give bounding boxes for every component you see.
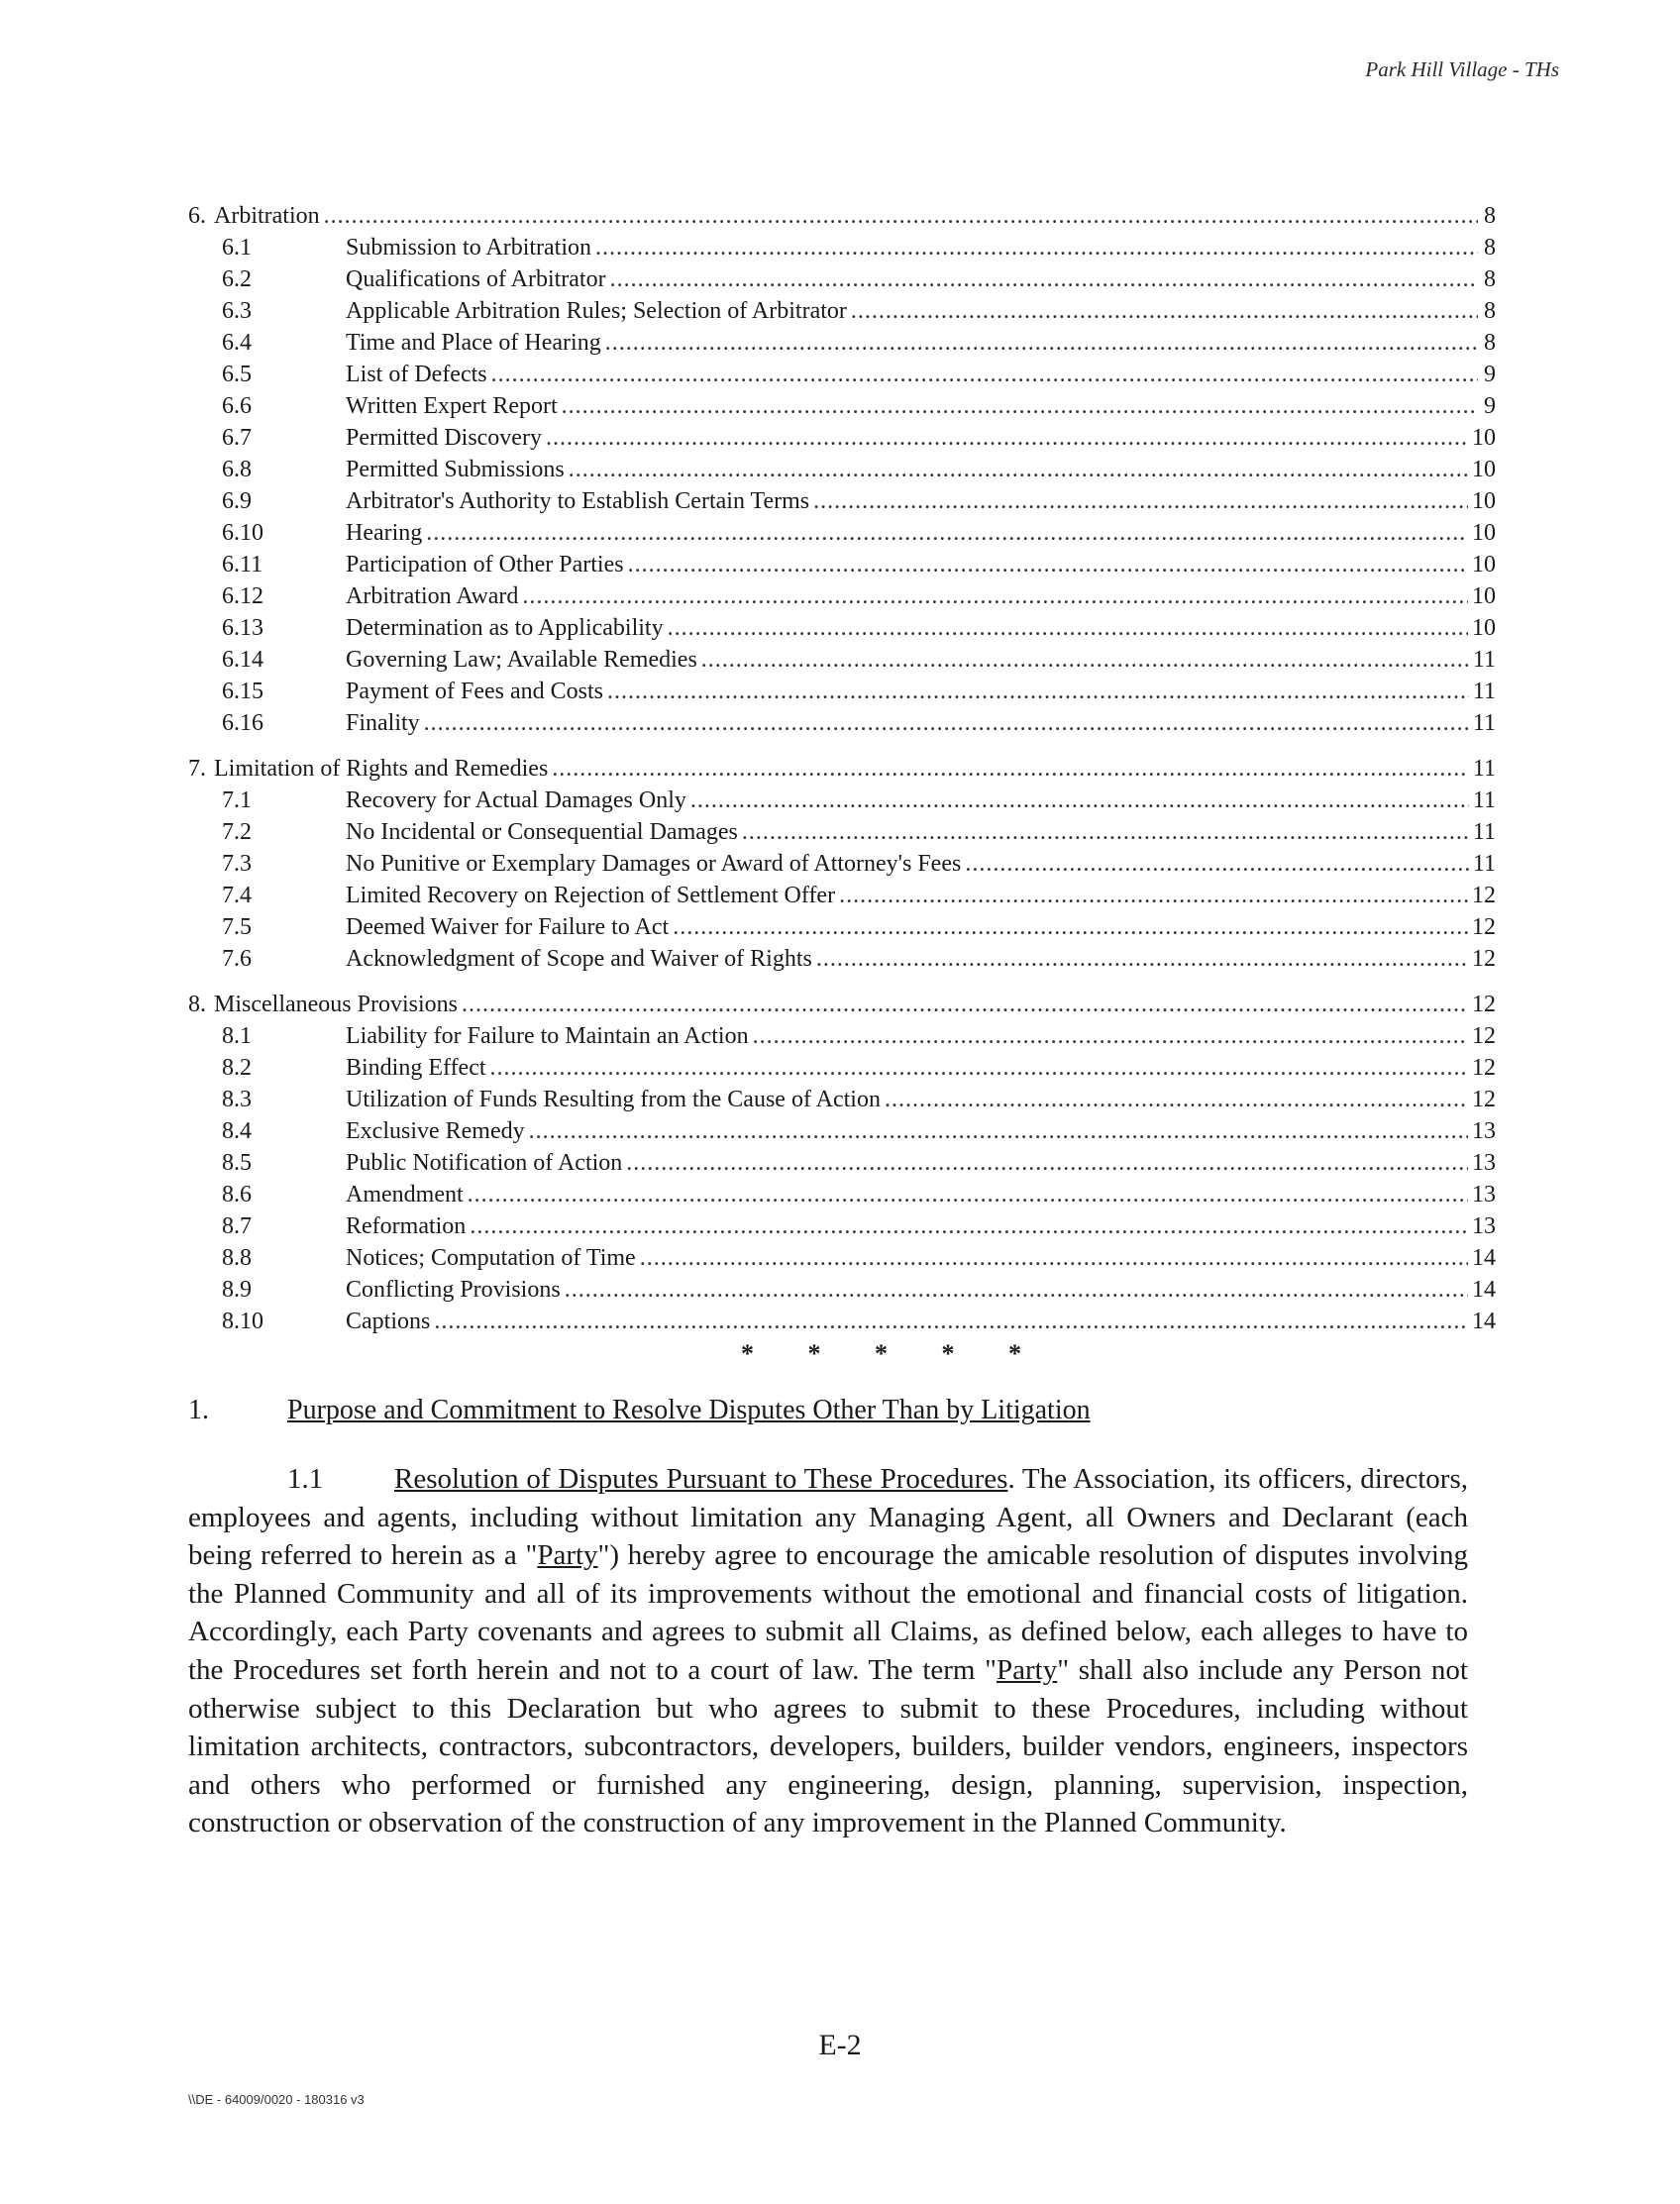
toc-entry-number: 7.1 (222, 787, 252, 813)
toc-entry-title: Public Notification of Action (346, 1150, 623, 1176)
toc-entry-page: 10 (1472, 520, 1496, 546)
toc-leader-dots (470, 1210, 1468, 1242)
toc-entry-title: Permitted Discovery (346, 425, 542, 451)
toc-leader-dots (546, 422, 1468, 454)
toc-entry-title: Utilization of Funds Resulting from the Cause of Action (346, 1087, 881, 1112)
toc-entry-number: 8.2 (222, 1055, 252, 1081)
toc-entry-title: Arbitrator's Authority to Establish Certain Terms (346, 488, 810, 514)
toc-entry-title: Hearing (346, 520, 423, 546)
toc-entry-page: 11 (1472, 851, 1496, 877)
toc-entry-page: 8 (1484, 235, 1496, 261)
toc-subsection-entry (188, 816, 1496, 848)
toc-entry-title: Recovery for Actual Damages Only (346, 787, 686, 813)
toc-entry-page: 11 (1472, 647, 1496, 673)
toc-leader-dots (434, 1306, 1468, 1337)
toc-leader-dots (690, 785, 1469, 816)
toc-entry-title: Arbitration Award (346, 583, 519, 609)
toc-entry-page: 12 (1472, 883, 1496, 908)
toc-entry-title: Payment of Fees and Costs (346, 679, 603, 704)
paragraph-text: ") hereby agree to encourage the amicable resolution of disputes involving the Planned Community and all of its improvements without the emotional and financial costs of litigation. Accordingly, each Party covenants and agrees to submit all Claims, as defined below, each alleges to have to the Procedures set forth herein and not to a court of law. The term " (188, 1539, 1468, 1686)
toc-entry-title: Deemed Waiver for Failure to Act (346, 914, 670, 940)
toc-subsection-entry (188, 943, 1496, 975)
page-number: E-2 (818, 2029, 862, 2061)
toc-entry-number: 6.2 (222, 266, 252, 292)
toc-entry-title: Conflicting Provisions (346, 1277, 561, 1303)
toc-entry-title: Arbitration (214, 203, 320, 229)
toc-entry-number: 8.1 (222, 1023, 252, 1049)
toc-leader-dots (753, 1020, 1468, 1052)
toc-leader-dots (839, 880, 1468, 911)
toc-entry-page: 10 (1472, 583, 1496, 609)
toc-entry-title: Notices; Computation of Time (346, 1245, 636, 1271)
toc-group (188, 753, 1496, 975)
toc-entry-title: Applicable Arbitration Rules; Selection of Arbitrator (346, 298, 847, 324)
toc-leader-dots (668, 612, 1468, 644)
toc-leader-dots (626, 1147, 1468, 1179)
toc-subsection-entry (188, 580, 1496, 612)
toc-entry-number: 8.4 (222, 1118, 252, 1144)
toc-entry-number: 8. (188, 992, 206, 1017)
toc-subsection-entry (188, 517, 1496, 549)
toc-leader-dots (462, 989, 1468, 1020)
toc-entry-page: 13 (1472, 1213, 1496, 1239)
toc-subsection-entry (188, 1242, 1496, 1274)
toc-leader-dots (424, 707, 1469, 739)
toc-leader-dots (628, 549, 1468, 580)
toc-subsection-entry (188, 1020, 1496, 1052)
toc-entry-number: 7.5 (222, 914, 252, 940)
toc-entry-number: 6.16 (222, 710, 263, 736)
toc-entry-title: Captions (346, 1309, 431, 1334)
table-of-contents (188, 200, 1496, 1351)
toc-leader-dots (426, 517, 1468, 549)
toc-entry-number: 6.5 (222, 362, 252, 387)
toc-entry-title: Submission to Arbitration (346, 235, 592, 261)
toc-entry-page: 10 (1472, 457, 1496, 482)
toc-leader-dots (605, 327, 1478, 359)
toc-entry-page: 12 (1472, 992, 1496, 1017)
toc-leader-dots (490, 1052, 1468, 1084)
toc-leader-dots (851, 295, 1478, 327)
toc-entry-number: 6.3 (222, 298, 252, 324)
toc-subsection-entry (188, 263, 1496, 295)
toc-entry-title: No Incidental or Consequential Damages (346, 819, 738, 845)
toc-leader-dots (529, 1115, 1468, 1147)
toc-entry-page: 11 (1472, 819, 1496, 845)
toc-subsection-entry (188, 1052, 1496, 1084)
toc-entry-number: 7. (188, 756, 206, 782)
toc-entry-title: Exclusive Remedy (346, 1118, 525, 1144)
toc-entry-title: Liability for Failure to Maintain an Action (346, 1023, 749, 1049)
toc-leader-dots (813, 485, 1468, 517)
toc-entry-number: 6.14 (222, 647, 263, 673)
toc-entry-page: 9 (1484, 393, 1496, 419)
paragraph-heading: Resolution of Disputes Pursuant to These Procedures (394, 1463, 1008, 1495)
section-title: Purpose and Commitment to Resolve Disputes Other Than by Litigation (287, 1395, 1091, 1425)
toc-subsection-entry (188, 1147, 1496, 1179)
toc-entry-title: Time and Place of Hearing (346, 330, 601, 356)
toc-entry-number: 7.6 (222, 946, 252, 972)
toc-entry-number: 6.1 (222, 235, 252, 261)
paragraph-number: 1.1 (287, 1463, 324, 1495)
toc-leader-dots (562, 390, 1478, 422)
toc-entry-number: 6.12 (222, 583, 263, 609)
toc-subsection-entry (188, 1210, 1496, 1242)
toc-entry-number: 8.8 (222, 1245, 252, 1271)
toc-entry-number: 6.9 (222, 488, 252, 514)
toc-subsection-entry (188, 327, 1496, 359)
toc-entry-number: 6.8 (222, 457, 252, 482)
toc-subsection-entry (188, 422, 1496, 454)
toc-entry-number: 8.7 (222, 1213, 252, 1239)
toc-subsection-entry (188, 295, 1496, 327)
toc-entry-page: 10 (1472, 425, 1496, 451)
toc-entry-page: 12 (1472, 914, 1496, 940)
toc-entry-title: Binding Effect (346, 1055, 486, 1081)
toc-entry-page: 11 (1472, 679, 1496, 704)
toc-entry-page: 9 (1484, 362, 1496, 387)
toc-entry-number: 6.11 (222, 552, 263, 577)
toc-entry-number: 8.3 (222, 1087, 252, 1112)
toc-subsection-entry (188, 390, 1496, 422)
toc-entry-page: 13 (1472, 1118, 1496, 1144)
toc-subsection-entry (188, 232, 1496, 263)
toc-subsection-entry (188, 707, 1496, 739)
toc-entry-page: 12 (1472, 1087, 1496, 1112)
toc-entry-page: 14 (1472, 1245, 1496, 1271)
toc-entry-number: 6.10 (222, 520, 263, 546)
toc-subsection-entry (188, 1306, 1496, 1337)
toc-entry-page: 10 (1472, 615, 1496, 641)
toc-leader-dots (522, 580, 1468, 612)
toc-leader-dots (491, 359, 1478, 390)
toc-entry-number: 8.10 (222, 1309, 263, 1334)
toc-entry-title: Reformation (346, 1213, 467, 1239)
toc-leader-dots (965, 848, 1469, 880)
toc-entry-title: Miscellaneous Provisions (214, 992, 458, 1017)
toc-entry-title: Acknowledgment of Scope and Waiver of Rights (346, 946, 812, 972)
toc-subsection-entry (188, 911, 1496, 943)
toc-leader-dots (816, 943, 1468, 975)
toc-subsection-entry (188, 848, 1496, 880)
toc-subsection-entry (188, 880, 1496, 911)
toc-group (188, 200, 1496, 739)
toc-leader-dots (885, 1084, 1468, 1115)
toc-entry-number: 6.15 (222, 679, 263, 704)
toc-subsection-entry (188, 1084, 1496, 1115)
toc-entry-page: 14 (1472, 1309, 1496, 1334)
toc-section-entry (188, 753, 1496, 785)
toc-entry-number: 6. (188, 203, 206, 229)
paragraph-text: . The Association, its officers, directors, employees and agents, including without limitation any Managing Agent, all Owners and Declarant (each being referred to herein as a " (188, 1463, 1468, 1572)
toc-subsection-entry (188, 1115, 1496, 1147)
toc-entry-title: Determination as to Applicability (346, 615, 664, 641)
toc-entry-page: 11 (1472, 710, 1496, 736)
toc-entry-title: Governing Law; Available Remedies (346, 647, 697, 673)
toc-section-entry (188, 989, 1496, 1020)
toc-entry-page: 8 (1484, 298, 1496, 324)
defined-term: Party (997, 1653, 1058, 1686)
toc-entry-title: Limited Recovery on Rejection of Settlement Offer (346, 883, 836, 908)
toc-leader-dots (565, 1274, 1468, 1306)
toc-subsection-entry (188, 549, 1496, 580)
toc-subsection-entry (188, 359, 1496, 390)
toc-entry-title: Permitted Submissions (346, 457, 565, 482)
toc-entry-title: Amendment (346, 1182, 464, 1207)
toc-leader-dots (569, 454, 1468, 485)
paragraph-1-1 (188, 1460, 1468, 1842)
toc-leader-dots (468, 1179, 1468, 1210)
toc-leader-dots (552, 753, 1469, 785)
running-header: Park Hill Village - THs (1365, 57, 1559, 81)
toc-entry-number: 8.6 (222, 1182, 252, 1207)
toc-subsection-entry (188, 1274, 1496, 1306)
toc-entry-page: 11 (1472, 787, 1496, 813)
toc-entry-page: 11 (1472, 756, 1496, 782)
defined-term: Party (537, 1539, 598, 1572)
toc-leader-dots (640, 1242, 1468, 1274)
toc-entry-page: 13 (1472, 1150, 1496, 1176)
section-number: 1. (188, 1395, 209, 1425)
toc-group (188, 989, 1496, 1337)
toc-entry-page: 13 (1472, 1182, 1496, 1207)
toc-leader-dots (607, 676, 1469, 707)
toc-entry-title: Finality (346, 710, 420, 736)
toc-subsection-entry (188, 1179, 1496, 1210)
toc-entry-page: 10 (1472, 488, 1496, 514)
toc-leader-dots (595, 232, 1478, 263)
toc-entry-number: 8.5 (222, 1150, 252, 1176)
toc-entry-number: 6.6 (222, 393, 252, 419)
toc-entry-number: 7.2 (222, 819, 252, 845)
toc-section-entry (188, 200, 1496, 232)
toc-entry-page: 10 (1472, 552, 1496, 577)
toc-entry-number: 6.4 (222, 330, 252, 356)
toc-subsection-entry (188, 644, 1496, 676)
toc-subsection-entry (188, 485, 1496, 517)
toc-entry-number: 6.7 (222, 425, 252, 451)
toc-entry-page: 8 (1484, 266, 1496, 292)
toc-entry-page: 14 (1472, 1277, 1496, 1303)
toc-entry-number: 7.3 (222, 851, 252, 877)
toc-leader-dots (610, 263, 1478, 295)
section-heading (188, 1395, 1091, 1426)
toc-entry-title: List of Defects (346, 362, 487, 387)
toc-entry-title: Participation of Other Parties (346, 552, 624, 577)
toc-entry-title: No Punitive or Exemplary Damages or Award of Attorney's Fees (346, 851, 962, 877)
toc-leader-dots (673, 911, 1468, 943)
toc-entry-page: 12 (1472, 1055, 1496, 1081)
toc-subsection-entry (188, 785, 1496, 816)
toc-entry-page: 12 (1472, 946, 1496, 972)
toc-entry-page: 12 (1472, 1023, 1496, 1049)
toc-subsection-entry (188, 454, 1496, 485)
toc-leader-dots (701, 644, 1469, 676)
toc-entry-title: Qualifications of Arbitrator (346, 266, 606, 292)
toc-entry-title: Limitation of Rights and Remedies (214, 756, 549, 782)
section-separator: * * * * * (741, 1339, 1045, 1368)
toc-leader-dots (742, 816, 1469, 848)
toc-entry-page: 8 (1484, 203, 1496, 229)
toc-entry-page: 8 (1484, 330, 1496, 356)
toc-subsection-entry (188, 612, 1496, 644)
document-id: \\DE - 64009/0020 - 180316 v3 (188, 2092, 365, 2107)
toc-entry-number: 6.13 (222, 615, 263, 641)
toc-subsection-entry (188, 676, 1496, 707)
toc-entry-title: Written Expert Report (346, 393, 558, 419)
toc-entry-number: 7.4 (222, 883, 252, 908)
paragraph-text: " shall also include any Person not otherwise subject to this Declaration but who agrees to submit to these Procedures, including without limitation architects, contractors, subcontractors, developers, builders, builder vendors, engineers, inspectors and others who performed or furnished any engineering, design, planning, supervision, inspection, construction or observation of the construction of any improvement in the Planned Community. (188, 1653, 1468, 1839)
toc-entry-number: 8.9 (222, 1277, 252, 1303)
toc-leader-dots (324, 200, 1478, 232)
